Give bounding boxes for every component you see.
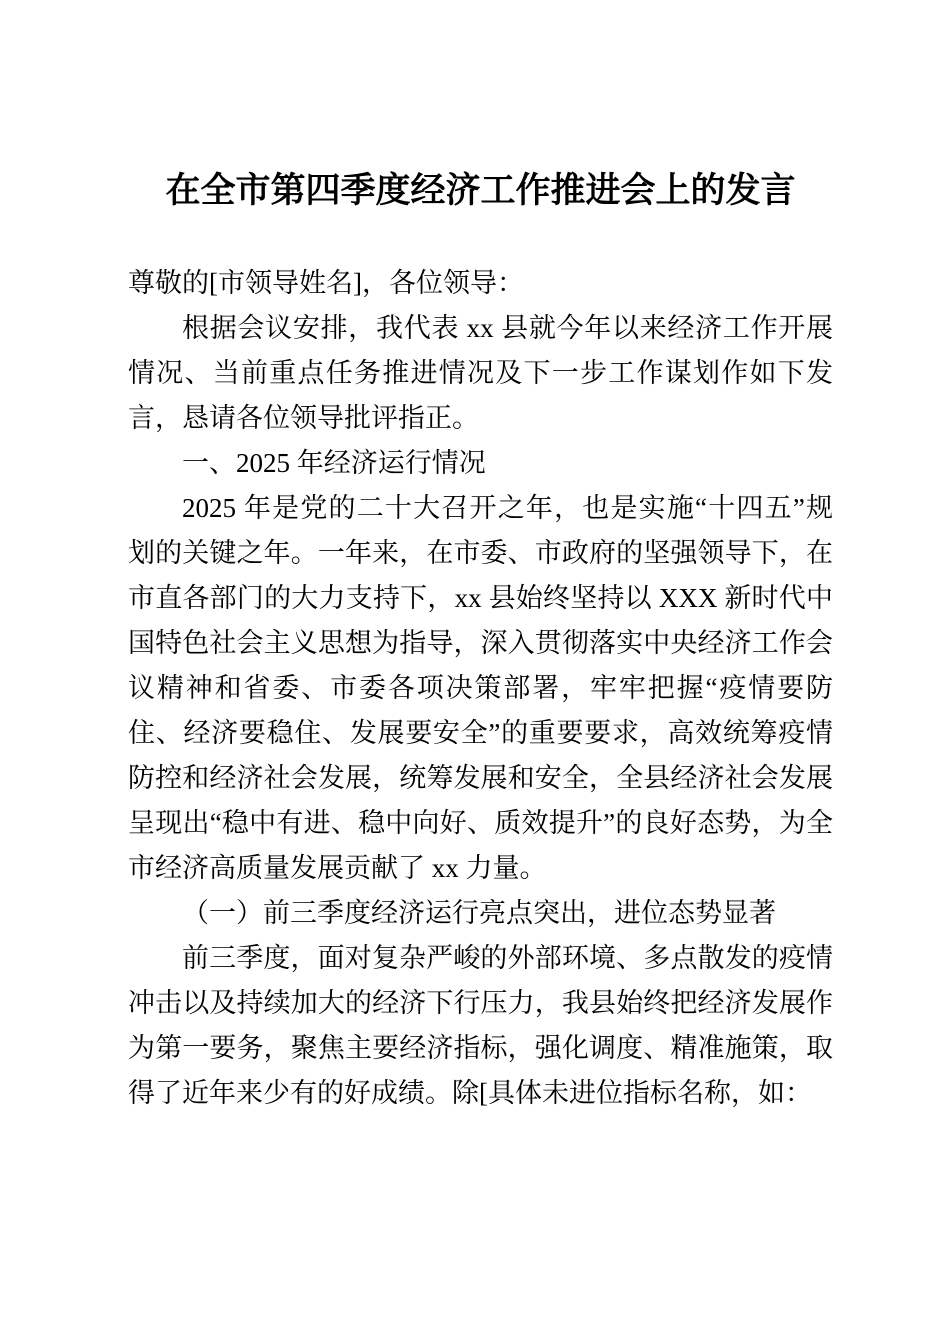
paragraph: 尊敬的[市领导姓名]，各位领导：: [128, 268, 524, 298]
document-body: [128, 261, 833, 1116]
section-heading: 一、2025 年经济运行情况: [182, 448, 486, 478]
section-heading: （一）前三季度经济运行亮点突出，进位态势显著: [182, 898, 776, 928]
paragraph: 根据会议安排，我代表 xx 县就今年以来经济工作开展情况、当前重点任务推进情况及下一步工作谋划作如下发言，恳请各位领导批评指正。: [128, 313, 833, 433]
paragraph: 前三季度，面对复杂严峻的外部环境、多点散发的疫情冲击以及持续加大的经济下行压力，我县始终把经济发展作为第一要务，聚焦主要经济指标，强化调度、精准施策，取得了近年来少有的好成绩。除[具体未进位指标名称，如：: [128, 943, 833, 1108]
document-title: 在全市第四季度经济工作推进会上的发言: [165, 171, 796, 210]
paragraph: 2025 年是党的二十大召开之年，也是实施“十四五”规划的关键之年。一年来，在市委、市政府的坚强领导下，在市直各部门的大力支持下，xx 县始终坚持以 XXX 新时代中国特色社会主义思想为指导，深入贯彻落实中央经济工作会议精神和省委、市委各项决策部署，牢牢把握“疫情要防住、经济要稳住、发展要安全”的重要要求，高效统筹疫情防控和经济社会发展，统筹发展和安全，全县经济社会发展呈现出“稳中有进、稳中向好、质效提升”的良好态势，为全市经济高质量发展贡献了 xx 力量。: [128, 493, 833, 883]
document-content: [128, 168, 833, 1116]
